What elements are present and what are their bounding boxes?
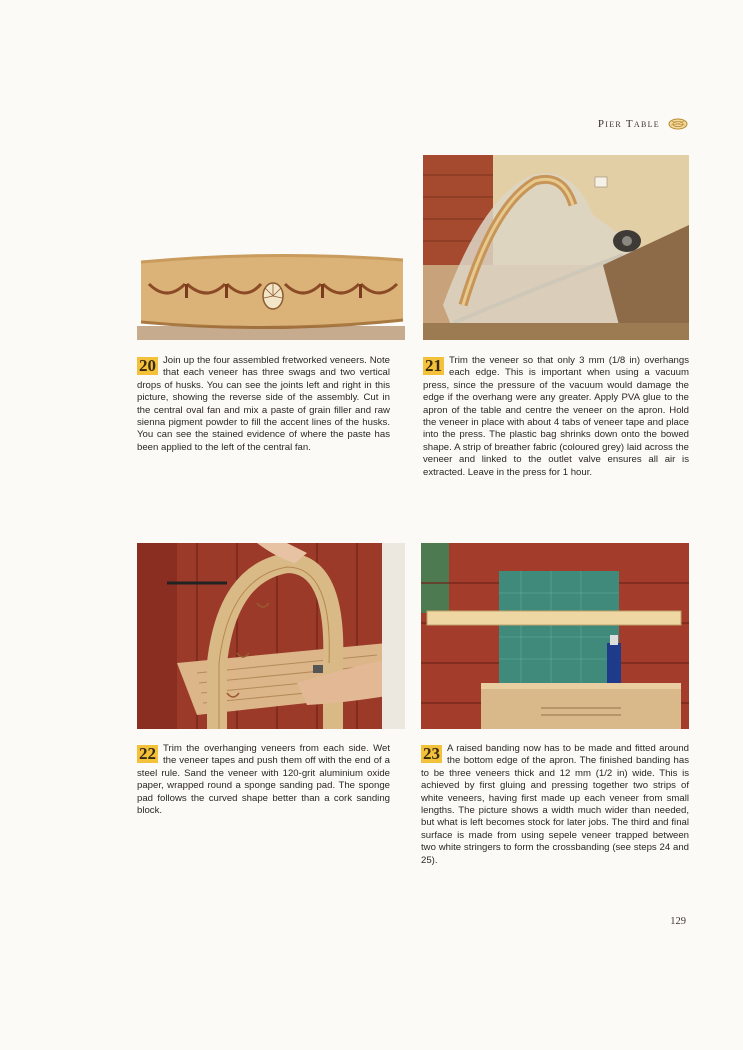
running-title: Pier Table (597, 118, 660, 130)
step-text: Trim the veneer so that only 3 mm (1/8 in) overhangs each edge. This is important when using a vacuum press, since the pressure of the vacuum would damage the edge if the overhang were any greater. Apply PVA glue to the apron of the table and centre the veneer on the apron. Hold the veneer in place with about 4 tabs of veneer tape and place into the press. The plastic bag shrinks down onto the bowed shape. A strip of breather fabric (coloured grey) laid across the veneer and linked to the outlet valve ensures all air is extracted. Leave in the press for 1 hour. (423, 355, 689, 478)
page-number: 129 (670, 916, 686, 927)
step-23-caption (421, 743, 689, 867)
step-22-caption (137, 743, 390, 817)
step-text: Join up the four assembled fretworked veneers. Note that each veneer has three swags and two vertical drops of husks. You can see the joints left and right in this picture, showing the reverse side of the assembly. Cut in the central oval fan and mix a paste of grain filler and raw sienna pigment powder to fill the accent lines of the husks. You can see the stained evidence of where the paste has been applied to the left of the central fan. (137, 355, 390, 453)
step-number-badge: 21 (425, 356, 442, 375)
fan-oval-icon (668, 118, 688, 130)
photo-step-22 (137, 543, 405, 729)
step-number-badge: 20 (139, 356, 156, 375)
step-text: A raised banding now has to be made and fitted around the bottom edge of the apron. The finished banding has to be three veneers thick and 12 mm (1/2 in) wide. This is achieved by first gluing and pressing together two strips of white veneers, having first made up each veneer from small lengths. The picture shows a width much wider than needed, but what is left becomes stock for later jobs. The third and final surface is made from using sepele veneer trapped between two white stringers to form the crossbanding (see steps 24 and 25). (421, 743, 689, 866)
step-text: Trim the overhanging veneers from each side. Wet the veneer tapes and push them off with the end of a steel rule. Sand the veneer with 120-grit aluminium oxide paper, wrapped round a sponge sanding pad. The sponge pad follows the curved shape better than a cork sanding block. (137, 743, 390, 817)
photo-step-23 (421, 543, 689, 729)
step-21-caption (423, 355, 689, 479)
photo-step-20 (137, 238, 405, 340)
step-number-badge: 23 (423, 744, 440, 763)
running-header (598, 118, 688, 130)
photo-step-21 (423, 155, 689, 340)
step-20-caption (137, 355, 390, 454)
step-number-badge: 22 (139, 744, 156, 763)
